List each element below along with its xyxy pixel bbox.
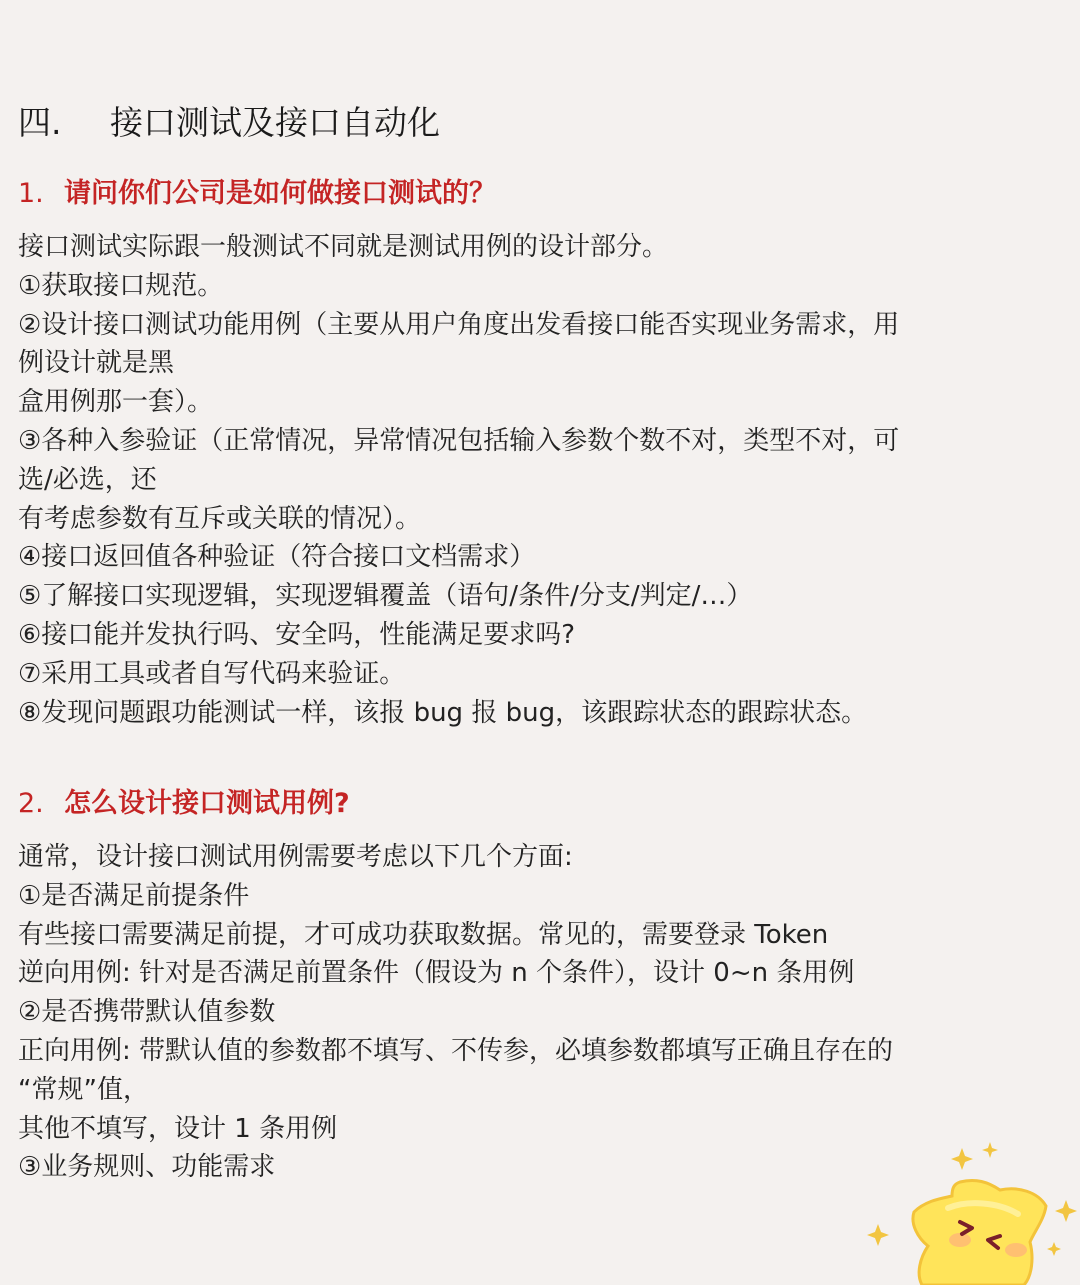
section-number: 四. [18,103,62,142]
question-2-number: 2. [18,788,44,819]
answer-1-line: ⑦采用工具或者自写代码来验证。 [18,658,406,689]
answer-1-line: ⑥接口能并发执行吗、安全吗，性能满足要求吗? [18,619,576,650]
answer-1-line: ⑧发现问题跟功能测试一样，该报 bug 报 bug，该跟踪状态的跟踪状态。 [18,697,868,728]
question-1-number: 1. [18,178,44,209]
answer-1-line: 盒用例那一套）。 [18,387,214,418]
section-title: 接口测试及接口自动化 [110,103,440,142]
answer-1-line: 例设计就是黑 [18,348,175,379]
answer-2-line: 其他不填写，设计 1 条用例 [18,1113,338,1144]
answer-1-line: ②设计接口测试功能用例（主要从用户角度出发看接口能否实现业务需求，用 [18,309,900,340]
question-1-heading [18,174,496,214]
answer-1-line: ③各种入参验证（正常情况，异常情况包括输入参数个数不对，类型不对，可 [18,425,900,456]
answer-2-line: “常规”值， [18,1074,149,1105]
answer-2-line: 有些接口需要满足前提，才可成功获取数据。常见的，需要登录 Token [18,919,829,950]
answer-1-line: ⑤了解接口实现逻辑，实现逻辑覆盖（语句/条件/分支/判定/…） [18,581,753,612]
answer-2-line: ③业务规则、功能需求 [18,1152,276,1183]
yellow-star-mascot-icon [848,1138,1080,1285]
answer-1-line: 选/必选，还 [18,464,157,495]
answer-1-line: 接口测试实际跟一般测试不同就是测试用例的设计部分。 [18,232,669,262]
answer-2-line: 逆向用例: 针对是否满足前置条件（假设为 n 个条件），设计 0~n 条用例 [18,958,855,989]
answer-2-line: ②是否携带默认值参数 [18,997,276,1028]
question-2-heading [18,784,350,824]
answer-1-line: 有考虑参数有互斥或关联的情况）。 [18,503,422,534]
section-heading [18,98,440,148]
question-1-title: 请问你们公司是如何做接口测试的？ [64,178,496,209]
answer-2-line: ①是否满足前提条件 [18,880,250,911]
question-2-title: 怎么设计接口测试用例? [64,788,350,819]
answer-1-line: ④接口返回值各种验证（符合接口文档需求） [18,542,536,573]
answer-1-line: ①获取接口规范。 [18,270,224,301]
answer-2-body [18,838,1068,1187]
answer-1-body [18,228,1068,732]
answer-2-line: 通常，设计接口测试用例需要考虑以下几个方面: [18,842,573,872]
answer-2-line: 正向用例: 带默认值的参数都不填写、不传参，必填参数都填写正确且存在的 [18,1035,894,1066]
